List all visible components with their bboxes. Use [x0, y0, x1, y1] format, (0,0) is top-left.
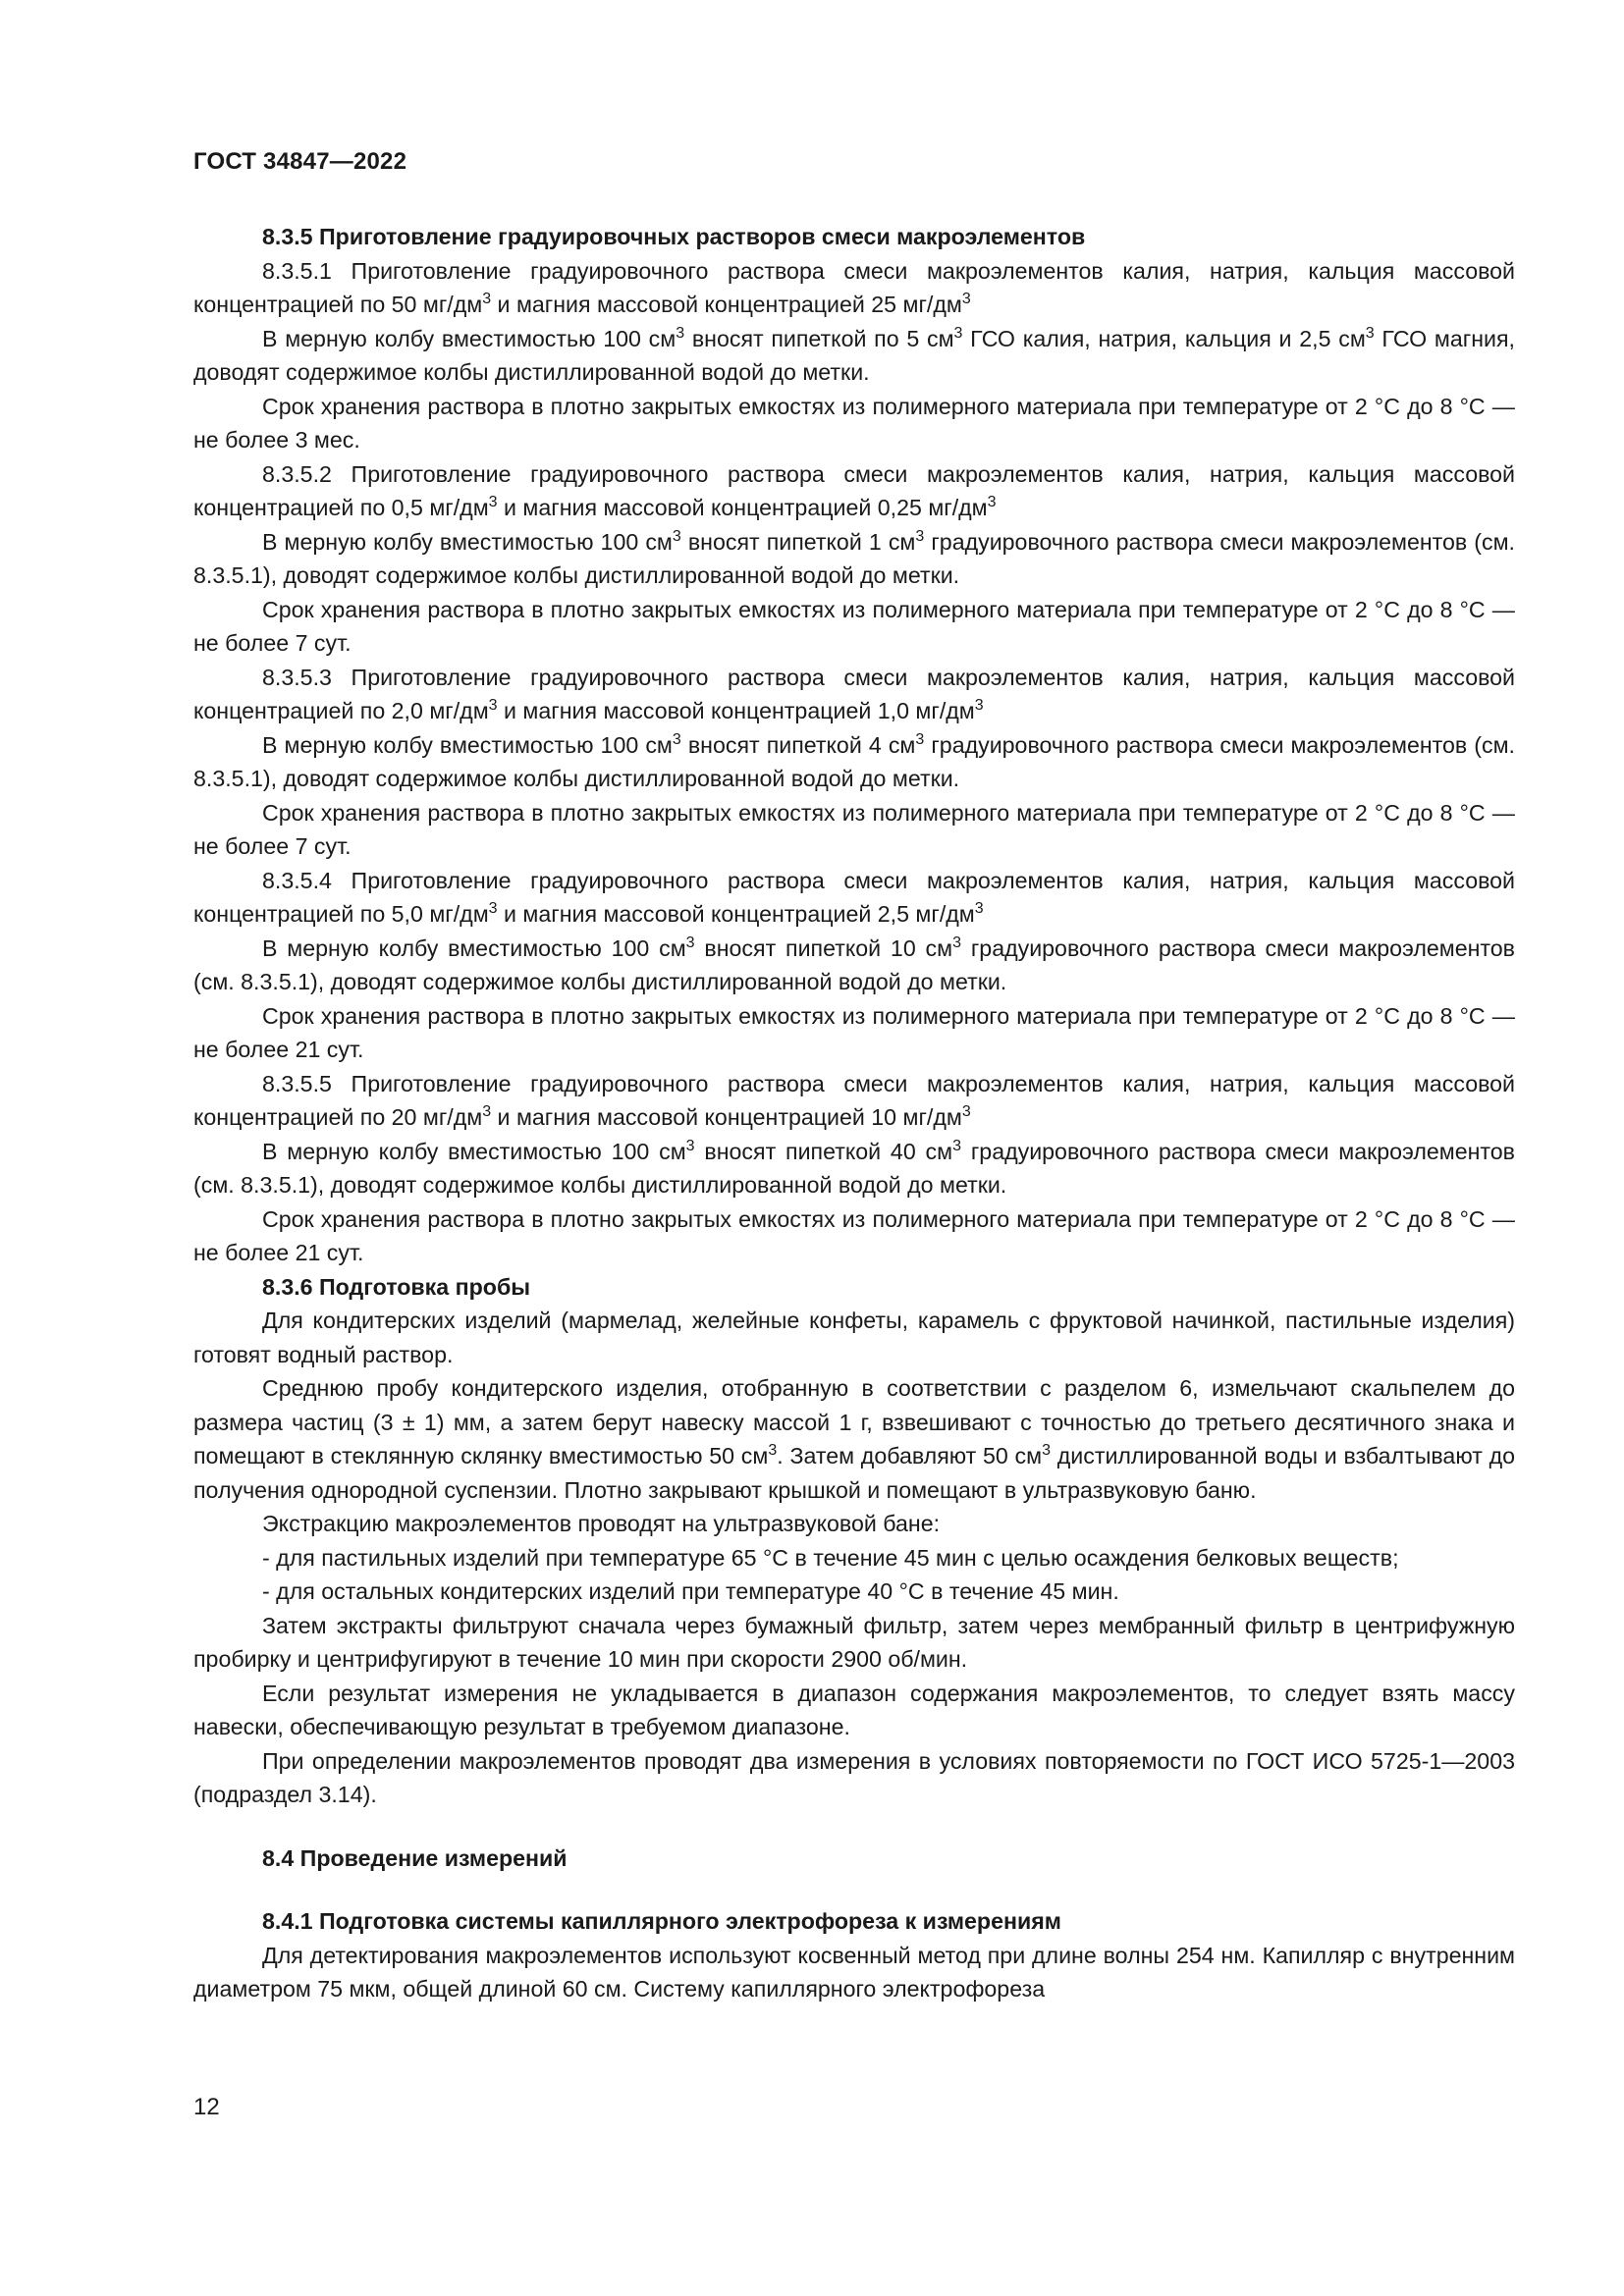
body-paragraph: Если результат измерения не укладывается в диапазон содержания макроэлементов, то следует взять массу навески, обеспечивающую результат в требуемом диапазоне.: [193, 1680, 1515, 1739]
body-paragraph: Срок хранения раствора в плотно закрытых емкостях из полимерного материала при температуре от 2 °С до 8 °С — не более 21 сут.: [193, 1205, 1515, 1265]
body-paragraph: В мерную колбу вместимостью 100 $см^3$ вносят пипеткой 1 $см^3$ градуировочного раствора смеси макроэлементов (см. 8.3.5.1), доводят содержимое колбы дистиллированной водой до метки.: [193, 527, 1515, 588]
section-heading: 8.3.5 Приготовление градуировочных растворов смеси макроэлементов: [262, 224, 1086, 249]
body-paragraph: В мерную колбу вместимостью 100 $см^3$ вносят пипеткой 4 $см^3$ градуировочного раствора смеси макроэлементов (см. 8.3.5.1), доводят содержимое колбы дистиллированной водой до метки.: [193, 730, 1515, 791]
body-paragraph: 8.3.5.5 Приготовление градуировочного раствора смеси макроэлементов калия, натрия, кальция массовой концентрацией по 20 $мг/дм^3$ и магния массовой концентрацией 10 $мг/дм^3$: [193, 1070, 1515, 1130]
section-heading: 8.4.1 Подготовка системы капиллярного электрофореза к измерениям: [262, 1908, 1061, 1934]
body-paragraph: Среднюю пробу кондитерского изделия, отобранную в соответствии с разделом 6, измельчают скальпелем до размера частиц (3 ± 1) мм, а затем берут навеску массой 1 г, взвешивают с точностью до третьего десятичного знака и помещают в стеклянную склянку вместимостью 50 $см^3$. Затем добавляют 50 $см^3$ дистиллированной воды и взбалтывают до получения однородной суспензии. Плотно закрывают крышкой и помещают в ультразвуковую баню.: [193, 1375, 1515, 1503]
page-number: 12: [193, 2094, 220, 2120]
body-paragraph: В мерную колбу вместимостью 100 $см^3$ вносят пипеткой 40 $см^3$ градуировочного раствора смеси макроэлементов (см. 8.3.5.1), доводят содержимое колбы дистиллированной водой до метки.: [193, 1137, 1515, 1198]
body-paragraph: - для пастильных изделий при температуре 65 °С в течение 45 мин с целью осаждения белковых веществ;: [262, 1544, 1399, 1571]
body-paragraph: 8.3.5.1 Приготовление градуировочного раствора смеси макроэлементов калия, натрия, кальция массовой концентрацией по 50 $мг/дм^3$ и магния массовой концентрацией 25 $мг/дм^3$: [193, 257, 1515, 317]
body-paragraph: Срок хранения раствора в плотно закрытых емкостях из полимерного материала при температуре от 2 °С до 8 °С — не более 21 сут.: [193, 1002, 1515, 1062]
section-heading: 8.3.6 Подготовка пробы: [262, 1273, 531, 1300]
document-header: ГОСТ 34847—2022: [193, 148, 407, 175]
body-paragraph: 8.3.5.2 Приготовление градуировочного раствора смеси макроэлементов калия, натрия, кальция массовой концентрацией по 0,5 $мг/дм^3$ и магния массовой концентрацией 0,25 $мг/дм^3$: [193, 460, 1515, 520]
body-paragraph: Срок хранения раствора в плотно закрытых емкостях из полимерного материала при температуре от 2 °С до 8 °С — не более 7 сут.: [193, 799, 1515, 859]
body-paragraph: Для детектирования макроэлементов используют косвенный метод при длине волны 254 нм. Капилляр с внутренним диаметром 75 мкм, общей длиной 60 см. Систему капиллярного электрофореза: [193, 1942, 1515, 2002]
section-heading: 8.4 Проведение измерений: [262, 1844, 568, 1871]
body-paragraph: В мерную колбу вместимостью 100 $см^3$ вносят пипеткой по 5 $см^3$ ГСО калия, натрия, кальция и 2,5 $см^3$ ГСО магния, доводят содержимое колбы дистиллированной водой до метки.: [193, 324, 1515, 385]
body-paragraph: Срок хранения раствора в плотно закрытых емкостях из полимерного материала при температуре от 2 °С до 8 °С — не более 3 мес.: [193, 393, 1515, 453]
body-paragraph: 8.3.5.3 Приготовление градуировочного раствора смеси макроэлементов калия, натрия, кальция массовой концентрацией по 2,0 $мг/дм^3$ и магния массовой концентрацией 1,0 $мг/дм^3$: [193, 664, 1515, 723]
body-paragraph: - для остальных кондитерских изделий при температуре 40 °С в течение 45 мин.: [262, 1578, 1119, 1604]
body-paragraph: Экстракцию макроэлементов проводят на ультразвуковой бане:: [262, 1511, 941, 1536]
body-paragraph: При определении макроэлементов проводят два измерения в условиях повторяемости по ГОСТ ИСО 5725-1—2003 (подраздел 3.14).: [193, 1747, 1515, 1807]
body-paragraph: Для кондитерских изделий (мармелад, желейные конфеты, карамель с фруктовой начинкой, пастильные изделия) готовят водный раствор.: [193, 1308, 1515, 1367]
body-paragraph: В мерную колбу вместимостью 100 $см^3$ вносят пипеткой 10 $см^3$ градуировочного раствора смеси макроэлементов (см. 8.3.5.1), доводят содержимое колбы дистиллированной водой до метки.: [193, 934, 1515, 994]
document-body: [193, 220, 1515, 2006]
body-paragraph: 8.3.5.4 Приготовление градуировочного раствора смеси макроэлементов калия, натрия, кальция массовой концентрацией по 5,0 $мг/дм^3$ и магния массовой концентрацией 2,5 $мг/дм^3$: [193, 867, 1515, 927]
body-paragraph: Срок хранения раствора в плотно закрытых емкостях из полимерного материала при температуре от 2 °С до 8 °С — не более 7 сут.: [193, 596, 1515, 656]
body-paragraph: Затем экстракты фильтруют сначала через бумажный фильтр, затем через мембранный фильтр в центрифужную пробирку и центрифугируют в течение 10 мин при скорости 2900 об/мин.: [193, 1612, 1515, 1672]
